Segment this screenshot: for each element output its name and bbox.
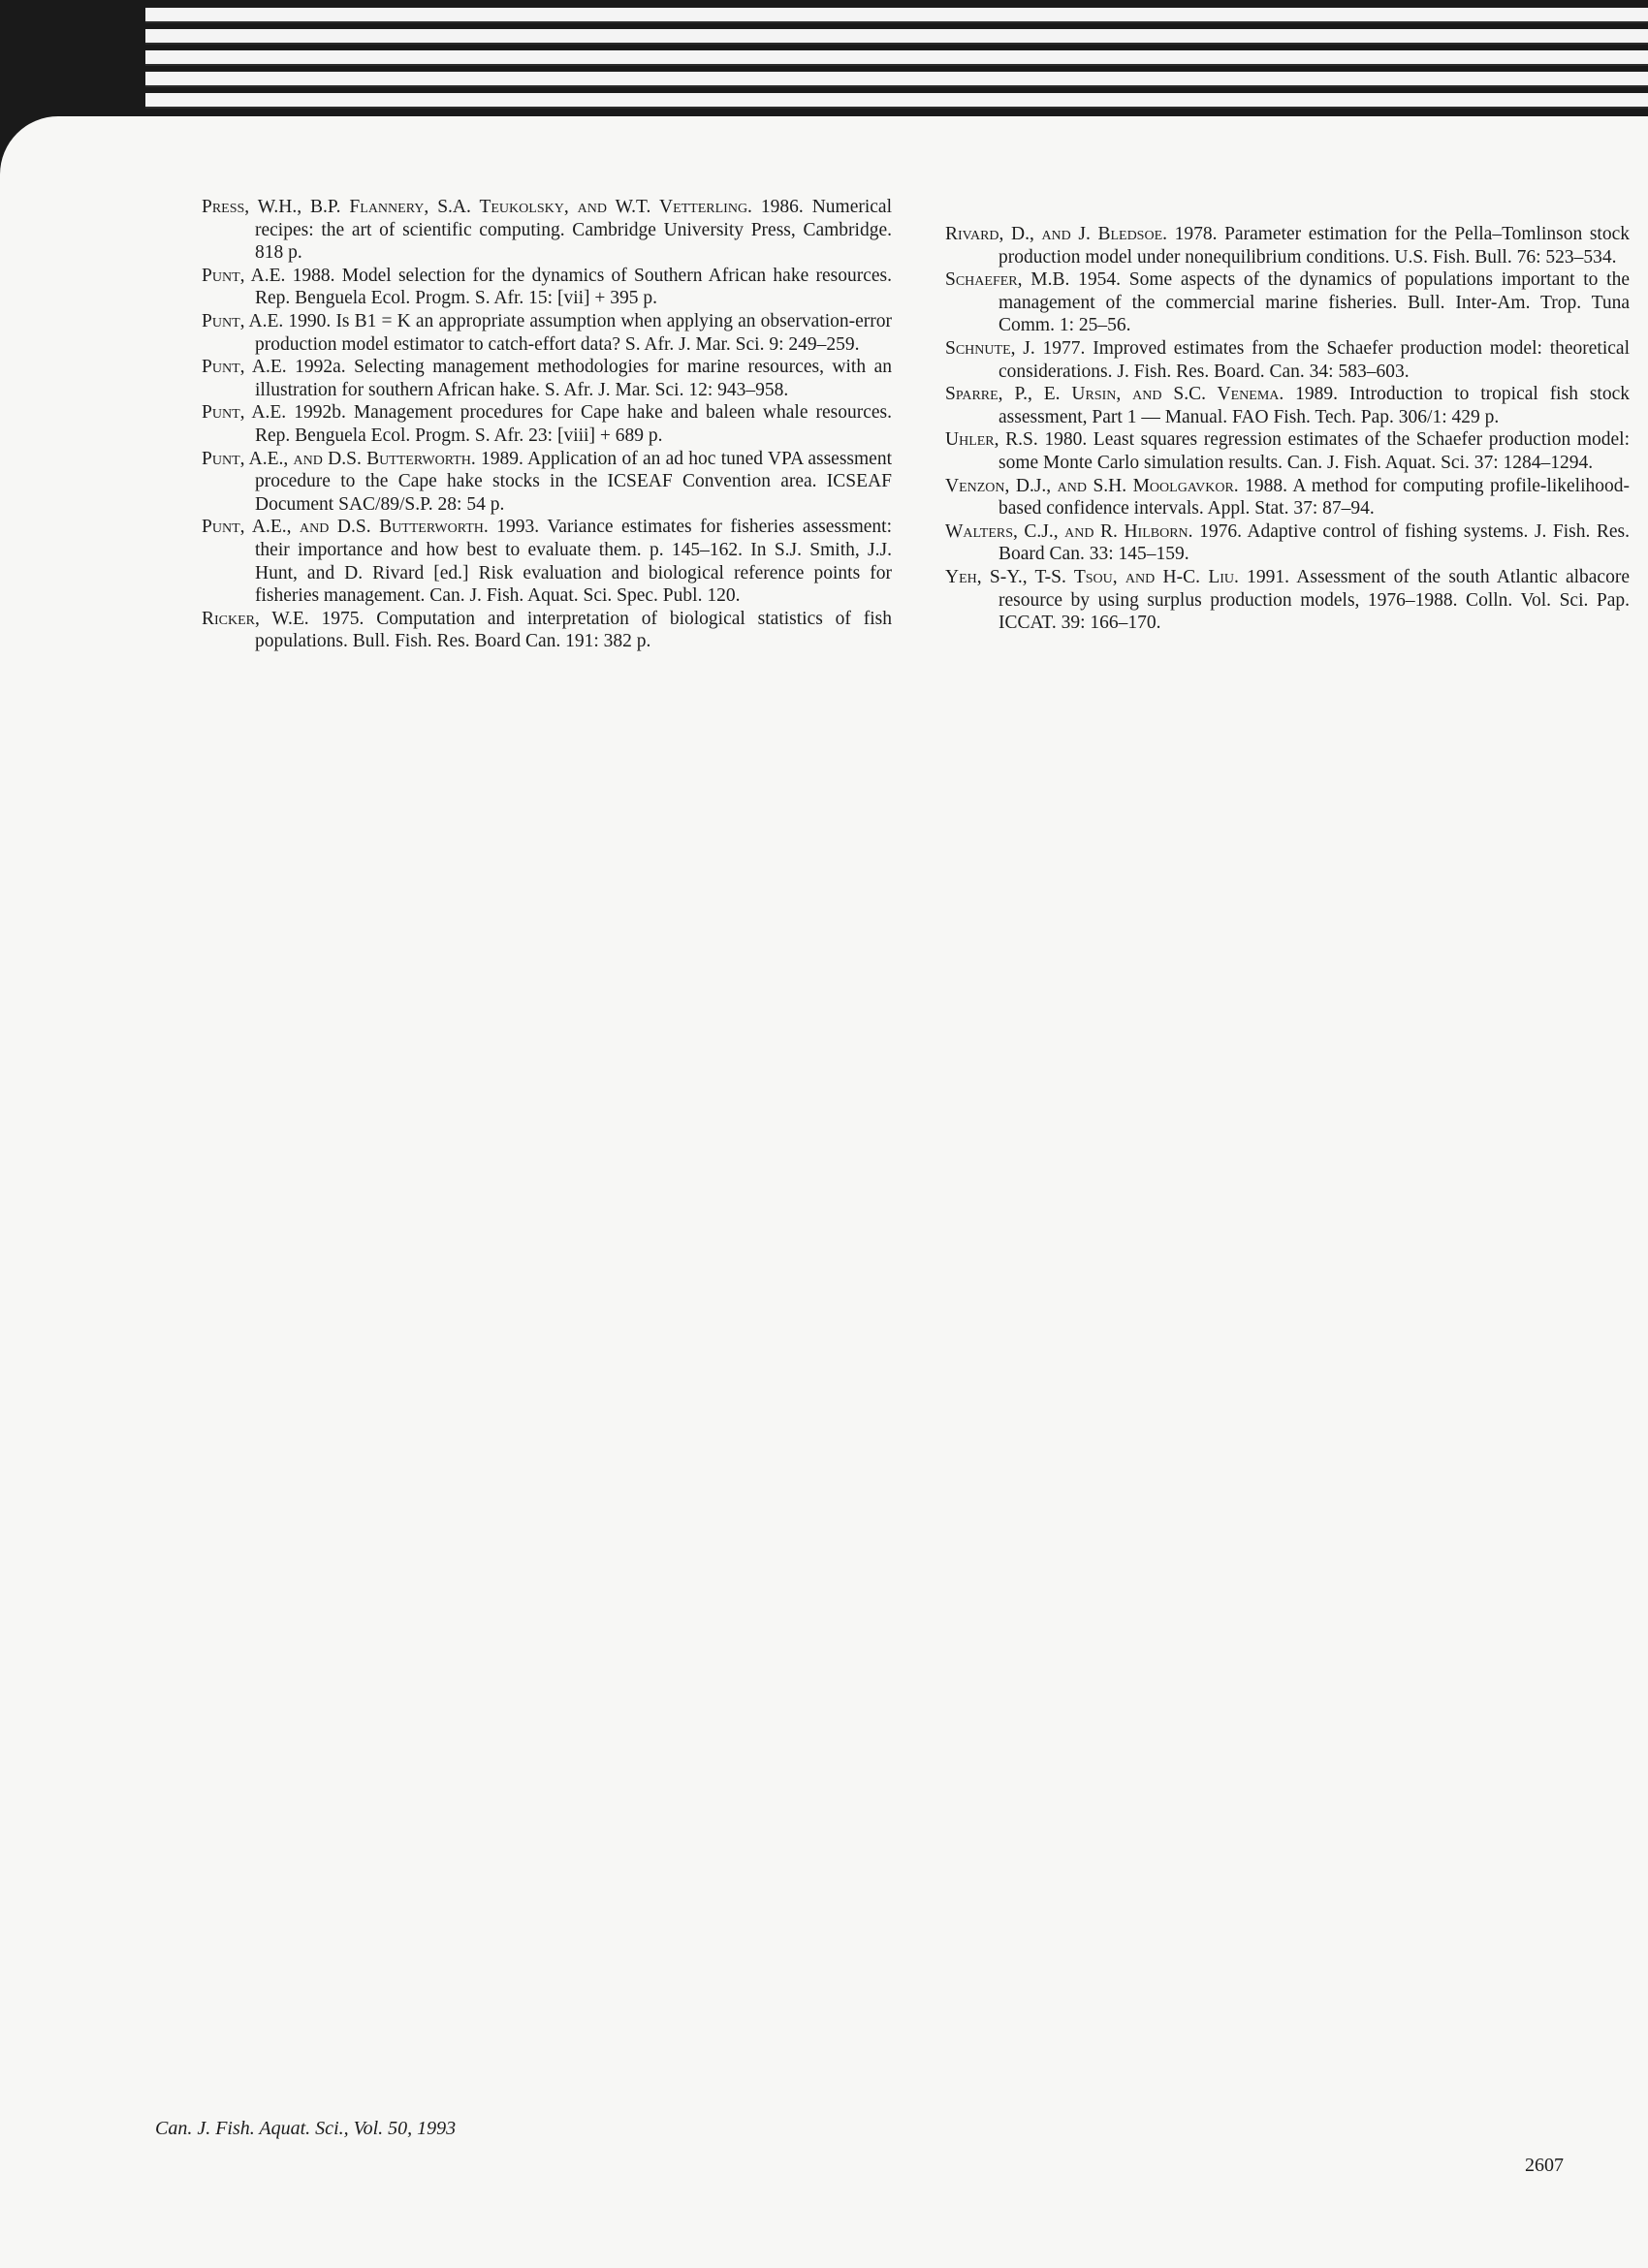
- reference-author: Schaefer, M.B.: [945, 269, 1070, 291]
- reference-entry: [202, 516, 892, 607]
- reference-text: 1975. Computation and interpretation of biological statistics of fish populations. Bull. Fish. Res. Board Can. 191: 382 p.: [255, 608, 892, 652]
- reference-entry: [202, 608, 892, 653]
- reference-text: 1992a. Selecting management methodologies for marine resources, with an illustration for southern African hake. S. Afr. J. Mar. Sci. 12: 943–958.: [255, 357, 892, 400]
- page-edge: [145, 50, 1648, 66]
- reference-entry: [202, 310, 892, 356]
- reference-entry: [945, 520, 1630, 566]
- reference-text: 1991. Assessment of the south Atlantic albacore resource by using surplus production models, 1976–1988. Colln. Vol. Sci. Pap. ICCAT. 39: 166–170.: [998, 566, 1630, 634]
- reference-text: 1954. Some aspects of the dynamics of populations important to the management of the commercial marine fisheries. Bull. Inter-Am. Trop. Tuna Comm. 1: 25–56.: [998, 269, 1630, 336]
- page-edge: [145, 29, 1648, 45]
- reference-text: 1986. Numerical recipes: the art of scientific computing. Cambridge University Press, Cambridge. 818 p.: [255, 197, 892, 264]
- reference-text: 1988. A method for computing profile-likelihood-based confidence intervals. Appl. Stat. 37: 87–94.: [998, 475, 1630, 520]
- reference-text: 1989. Application of an ad hoc tuned VPA assessment procedure to the Cape hake stocks in the ICSEAF Convention area. ICSEAF Document SAC/89/S.P. 28: 54 p.: [255, 448, 892, 515]
- reference-author: Punt, A.E.: [202, 310, 284, 331]
- reference-entry: [945, 337, 1630, 383]
- reference-entry: [945, 566, 1630, 635]
- reference-text: 1977. Improved estimates from the Schaefer production model: theoretical considerations. J. Fish. Res. Board. Can. 34: 583–603.: [998, 337, 1630, 382]
- reference-author: Punt, A.E.: [202, 402, 287, 424]
- references-left-column: [202, 196, 892, 653]
- reference-entry: [945, 268, 1630, 337]
- reference-author: Schnute, J.: [945, 337, 1035, 359]
- reference-text: 1988. Model selection for the dynamics of Southern African hake resources. Rep. Benguela Ecol. Progm. S. Afr. 15: [vii] + 395 p.: [255, 265, 892, 309]
- reference-entry: [945, 223, 1630, 268]
- reference-entry: [202, 356, 892, 401]
- reference-text: 1978. Parameter estimation for the Pella–Tomlinson stock production model under nonequilibrium conditions. U.S. Fish. Bull. 76: 523–534.: [998, 224, 1630, 268]
- reference-author: Ricker, W.E.: [202, 608, 309, 629]
- journal-footer: Can. J. Fish. Aquat. Sci., Vol. 50, 1993: [155, 2118, 457, 2139]
- page-edge: [145, 93, 1648, 109]
- reference-text: 1992b. Management procedures for Cape hake and baleen whale resources. Rep. Benguela Ecol. Progm. S. Afr. 23: [viii] + 689 p.: [255, 402, 892, 446]
- page-edge: [145, 72, 1648, 87]
- page-number: 2607: [1525, 2155, 1564, 2176]
- document-page: [0, 116, 1648, 2268]
- reference-entry: [945, 383, 1630, 428]
- reference-author: Walters, C.J., and R. Hilborn.: [945, 520, 1193, 542]
- reference-author: Venzon, D.J., and S.H. Moolgavkor.: [945, 475, 1239, 496]
- reference-text: 1993. Variance estimates for fisheries assessment: their importance and how best to evaluate them. p. 145–162. In S.J. Smith, J.J. Hunt, and D. Rivard [ed.] Risk evaluation and biological reference points for fisheries management. Can. J. Fish. Aquat. Sci. Spec. Publ. 120.: [255, 517, 892, 607]
- reference-text: 1976. Adaptive control of fishing systems. J. Fish. Res. Board Can. 33: 145–159.: [998, 520, 1631, 565]
- reference-entry: [945, 475, 1630, 520]
- reference-author: Rivard, D., and J. Bledsoe.: [945, 224, 1167, 244]
- reference-entry: [202, 448, 892, 517]
- references-right-column: [945, 223, 1630, 635]
- reference-author: Punt, A.E., and D.S. Butterworth.: [202, 517, 489, 538]
- reference-author: Yeh, S-Y., T-S. Tsou, and H-C. Liu.: [945, 566, 1239, 587]
- reference-text: 1980. Least squares regression estimates of the Schaefer production model: some Monte Carlo simulation results. Can. J. Fish. Aquat. Sci. 37: 1284–1294.: [998, 429, 1630, 473]
- reference-entry: [202, 401, 892, 447]
- reference-author: Punt, A.E.: [202, 265, 286, 286]
- reference-entry: [202, 196, 892, 265]
- reference-text: 1990. Is B1 = K an appropriate assumption when applying an observation-error production model estimator to catch-effort data? S. Afr. J. Mar. Sci. 9: 249–259.: [255, 310, 892, 355]
- page-edge: [145, 8, 1648, 23]
- reference-entry: [945, 428, 1630, 474]
- reference-author: Sparre, P., E. Ursin, and S.C. Venema.: [945, 384, 1284, 405]
- reference-author: Press, W.H., B.P. Flannery, S.A. Teukolsky, and W.T. Vetterling.: [202, 197, 752, 217]
- reference-text: 1989. Introduction to tropical fish stock assessment, Part 1 — Manual. FAO Fish. Tech. Pap. 306/1: 429 p.: [998, 384, 1630, 427]
- reference-entry: [202, 265, 892, 310]
- reference-author: Punt, A.E., and D.S. Butterworth.: [202, 448, 476, 469]
- reference-author: Punt, A.E.: [202, 357, 287, 378]
- reference-author: Uhler, R.S.: [945, 429, 1038, 451]
